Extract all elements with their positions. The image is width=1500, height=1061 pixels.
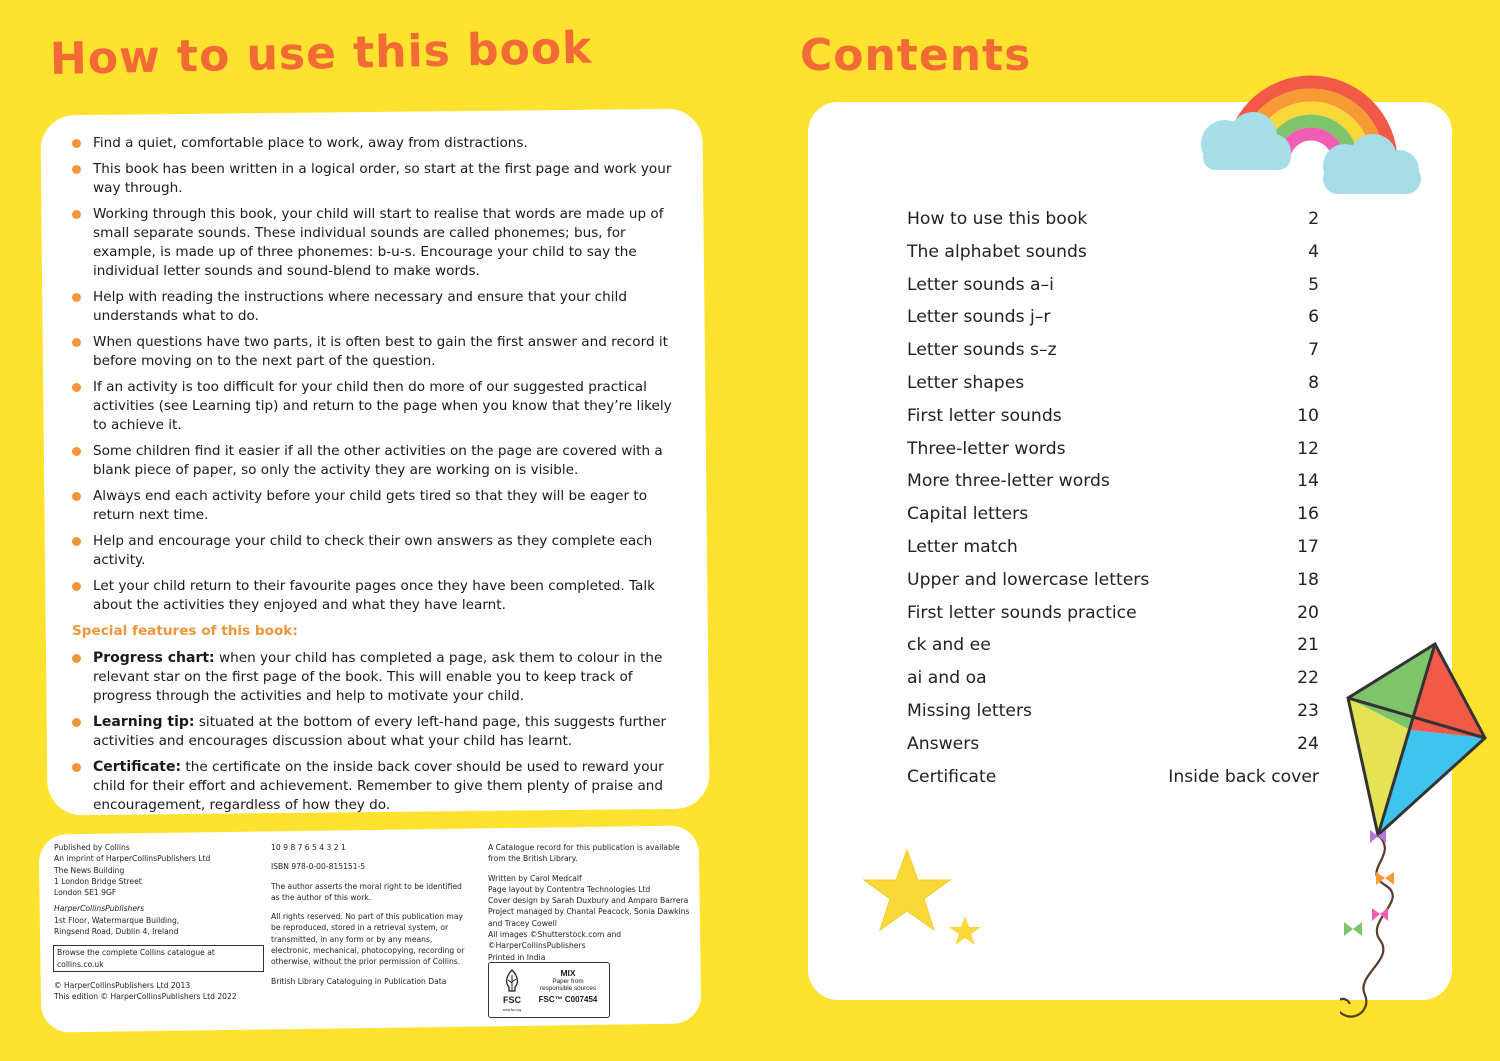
contents-entry-page: 2 bbox=[1308, 209, 1319, 229]
special-features-heading: Special features of this book: bbox=[72, 623, 298, 639]
contents-entry-title: Three-letter words bbox=[907, 438, 1066, 459]
special-features-list bbox=[72, 649, 672, 815]
stars-icon bbox=[862, 846, 987, 951]
contents-entry-page: 4 bbox=[1308, 241, 1319, 262]
imprint-rights: 10 9 8 7 6 5 4 3 2 1 ISBN 978-0-00-815151-5 The author asserts the moral right to be identified as the author of this work. All rights reserved. No part of this publication may be reproduced, stored in a retrieval system, or transmitted, in any form or by any means, electronic, mechanical, photocopying, recording or otherwise, without the prior permission of Collins. British Library Cataloguing in Publication Data bbox=[271, 842, 471, 992]
contents-row[interactable] bbox=[907, 599, 1319, 632]
contents-entry-page: 10 bbox=[1297, 405, 1319, 426]
contents-entry-page: 8 bbox=[1308, 372, 1319, 393]
contents-entry-title: The alphabet sounds bbox=[907, 241, 1087, 262]
contents-row[interactable] bbox=[907, 336, 1319, 369]
kite-icon bbox=[1340, 640, 1490, 1040]
contents-entry-page: 17 bbox=[1297, 536, 1319, 557]
contents-entry-title: Letter shapes bbox=[907, 372, 1025, 393]
contents-entry-title: Certificate bbox=[907, 766, 997, 787]
contents-entry-title: First letter sounds practice bbox=[907, 602, 1137, 623]
tip-item: Working through this book, your child will start to realise that words are made up of small separate sounds. These individual sounds are called phonemes; bus, for example, is made up of three phonemes: b-u-s. Encourage your child to say the individual letter sounds and sound-blend to make words. bbox=[72, 205, 672, 281]
bullet-icon bbox=[72, 165, 81, 174]
contents-entry-title: Letter sounds j–r bbox=[907, 307, 1051, 328]
bullet-icon bbox=[72, 763, 81, 772]
contents-row[interactable] bbox=[907, 500, 1319, 533]
contents-row[interactable] bbox=[907, 763, 1319, 796]
contents-entry-page: Inside back cover bbox=[1168, 766, 1319, 787]
contents-entry-page: 14 bbox=[1297, 471, 1319, 492]
svg-text:FSC: FSC bbox=[503, 995, 521, 1005]
contents-entry-page: 7 bbox=[1308, 340, 1319, 361]
rainbow-icon bbox=[1195, 52, 1427, 200]
bullet-icon bbox=[72, 447, 81, 456]
contents-entry-page: 18 bbox=[1297, 569, 1319, 590]
bullet-icon bbox=[72, 210, 81, 219]
contents-row[interactable] bbox=[907, 435, 1319, 468]
contents-entry-page: 5 bbox=[1308, 274, 1319, 295]
tip-item: When questions have two parts, it is often best to gain the first answer and record it before moving on to the next part of the question. bbox=[72, 333, 672, 371]
tip-item: Some children find it easier if all the other activities on the page are covered with a blank piece of paper, so only the activity they are working on is visible. bbox=[72, 442, 672, 480]
contents-entry-title: ck and ee bbox=[907, 635, 991, 656]
imprint-publisher: Published by Collins An imprint of HarperCollinsPublishers Ltd The News Building 1 London Bridge Street London SE1 9GF HarperCollinsPublishers 1st Floor, Watermarque Building, Ringsend Road, Dublin 4, Ireland Browse the complete Collins catalogue at collins.co.uk © HarperCollinsPublishers Ltd 2013 This edition © HarperCollinsPublishers Ltd 2022 bbox=[54, 842, 264, 1008]
bullet-icon bbox=[72, 139, 81, 148]
feature-item: Certificate: the certificate on the inside back cover should be used to reward your child for their effort and achievement. Remember to give them plenty of praise and encouragement, regardless of how they do. bbox=[72, 758, 672, 815]
kite-bow-icon bbox=[1376, 872, 1394, 885]
tips-list bbox=[72, 134, 672, 615]
isbn: ISBN 978-0-00-815151-5 bbox=[271, 862, 366, 872]
contents-entry-page: 23 bbox=[1297, 700, 1319, 721]
bullet-icon bbox=[72, 718, 81, 727]
contents-row[interactable] bbox=[907, 369, 1319, 402]
tip-item: Always end each activity before your child gets tired so that they will be eager to return next time. bbox=[72, 487, 672, 525]
contents-list bbox=[907, 205, 1319, 795]
kite-bow-icon bbox=[1344, 922, 1362, 936]
tip-item: Let your child return to their favourite pages once they have been completed. Talk about the activities they enjoyed and what they have learnt. bbox=[72, 577, 672, 615]
contents-entry-page: 20 bbox=[1297, 602, 1319, 623]
print-line: 10 9 8 7 6 5 4 3 2 1 bbox=[271, 843, 346, 852]
contents-entry-title: First letter sounds bbox=[907, 405, 1062, 426]
contents-entry-title: Letter sounds a–i bbox=[907, 274, 1054, 295]
contents-entry-title: ai and oa bbox=[907, 668, 987, 689]
feature-item: Progress chart: when your child has completed a page, ask them to colour in the relevant star on the first page of the book. This will enable you to keep track of progress through the activities and help to motivate your child. bbox=[72, 649, 672, 706]
contents-row[interactable] bbox=[907, 730, 1319, 763]
bullet-icon bbox=[72, 338, 81, 347]
svg-text:www.fsc.org: www.fsc.org bbox=[502, 1008, 522, 1012]
tip-item: If an activity is too difficult for your child then do more of our suggested practical activities (see Learning tip) and return to the page when you know that they’re likely to achieve it. bbox=[72, 378, 672, 435]
contents-entry-page: 22 bbox=[1297, 668, 1319, 689]
bullet-icon bbox=[72, 654, 81, 663]
contents-entry-page: 16 bbox=[1297, 504, 1319, 525]
contents-row[interactable] bbox=[907, 631, 1319, 664]
contents-row[interactable] bbox=[907, 238, 1319, 271]
bullet-icon bbox=[72, 383, 81, 392]
tip-item: Help and encourage your child to check their own answers as they complete each activity. bbox=[72, 532, 672, 570]
contents-row[interactable] bbox=[907, 566, 1319, 599]
bullet-icon bbox=[72, 293, 81, 302]
contents-entry-title: Upper and lowercase letters bbox=[907, 569, 1150, 590]
bullet-icon bbox=[72, 582, 81, 591]
contents-entry-title: Missing letters bbox=[907, 700, 1032, 721]
contents-row[interactable] bbox=[907, 467, 1319, 500]
contents-row[interactable] bbox=[907, 303, 1319, 336]
contents-entry-title: How to use this book bbox=[907, 209, 1088, 229]
collins-catalogue-link[interactable]: Browse the complete Collins catalogue at collins.co.uk bbox=[53, 945, 264, 972]
contents-entry-page: 12 bbox=[1297, 438, 1319, 459]
fsc-tree-icon bbox=[497, 967, 527, 1013]
contents-entry-page: 24 bbox=[1297, 733, 1319, 754]
page-title-how-to-use: How to use this book bbox=[49, 22, 593, 85]
contents-row[interactable] bbox=[907, 533, 1319, 566]
contents-entry-page: 6 bbox=[1308, 307, 1319, 328]
contents-entry-title: Letter sounds s–z bbox=[907, 340, 1057, 361]
contents-row[interactable] bbox=[907, 205, 1319, 238]
contents-entry-title: Answers bbox=[907, 733, 980, 754]
feature-item: Learning tip: situated at the bottom of every left-hand page, this suggests further activities and encourages discussion about what your child has learnt. bbox=[72, 713, 672, 751]
how-to-use-text bbox=[72, 134, 672, 822]
fsc-badge: FSC www.fsc.org MIX Paper from responsible sources FSC™ C007454 bbox=[488, 962, 610, 1018]
contents-entry-title: Letter match bbox=[907, 536, 1018, 557]
bullet-icon bbox=[72, 537, 81, 546]
contents-row[interactable] bbox=[907, 664, 1319, 697]
contents-entry-title: Capital letters bbox=[907, 504, 1029, 525]
imprint-credits: A Catalogue record for this publication is available from the British Library. Written by Carol Medcalf Page layout by Contentra Technologies Ltd Cover design by Sarah Duxbury and Amparo Barrera Project managed by Chantal Peacock, Sonia Dawkins and Tracey Cowell All images ©Shutterstock.com and ©HarperCollinsPublishers Printed in India bbox=[488, 843, 690, 962]
contents-row[interactable] bbox=[907, 697, 1319, 730]
page-title-contents: Contents bbox=[800, 30, 1032, 81]
tip-item: This book has been written in a logical order, so start at the first page and work your way through. bbox=[72, 160, 672, 198]
tip-item: Find a quiet, comfortable place to work, away from distractions. bbox=[72, 134, 672, 153]
contents-entry-title: More three-letter words bbox=[907, 471, 1110, 492]
contents-row[interactable] bbox=[907, 271, 1319, 304]
bullet-icon bbox=[72, 492, 81, 501]
contents-entry-page: 21 bbox=[1297, 635, 1319, 656]
tip-item: Help with reading the instructions where necessary and ensure that your child understands what to do. bbox=[72, 288, 672, 326]
contents-row[interactable] bbox=[907, 402, 1319, 435]
